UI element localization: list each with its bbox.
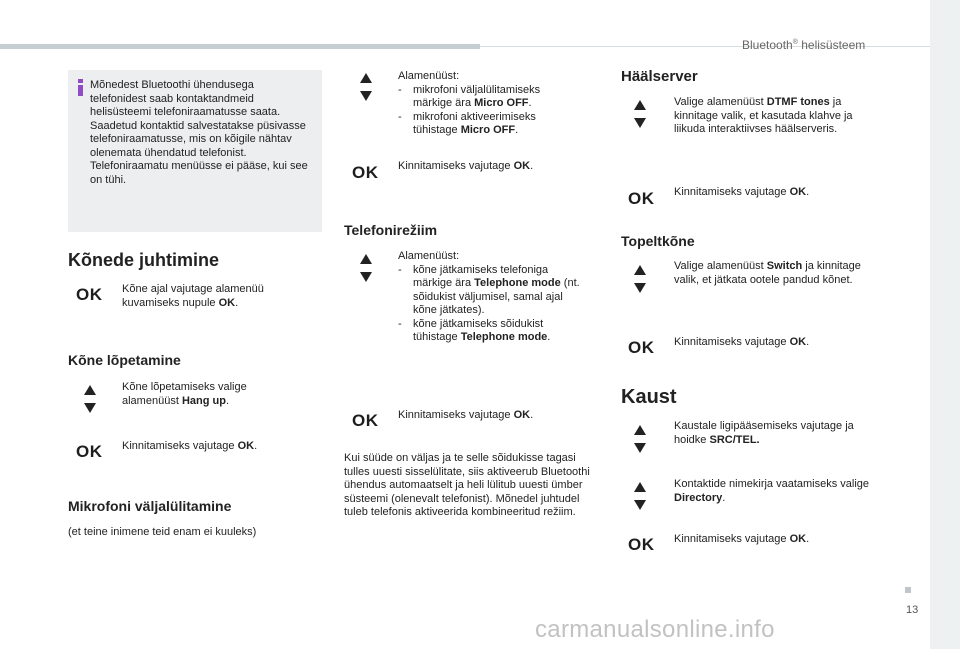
- info-box: [68, 70, 322, 232]
- page-end-marker: [905, 587, 911, 593]
- info-text: Mõnedest Bluetoothi ühendusega telefonidest saab kontaktandmeid helisüsteemi telefoniraamatusse saata. Saadetud kontaktid salvestatakse püsivasse telefoniraamatusse, mis on kõigile nähtav olenemata ühendatud telefonist. Telefoniraamatu menüüsse ei pääse, kui see on tühi.: [90, 79, 308, 186]
- watermark: carmanualsonline.info: [535, 616, 775, 643]
- up-down-arrows-icon: [634, 100, 650, 128]
- haalserver-ok-text: Kinnitamiseks vajutage OK.: [674, 186, 810, 198]
- ok-button-icon: OK: [352, 163, 379, 182]
- ok-button-icon: OK: [628, 535, 655, 554]
- topeltkone-text: Valige alamenüüst Switch ja kinnitage valik, et jätkata ootele pandud kõnet.: [674, 260, 861, 286]
- telefonireziim-ok-text: Kinnitamiseks vajutage OK.: [398, 409, 534, 421]
- telefonireziim-text: Alamenüüst: - kõne jätkamiseks telefoniga märkige ära Telephone mode (nt. sõidukist väljumisel, samal ajal kõne jätkates). - kõne jätkamiseks sõidukist tühistage Telephone mode.: [398, 250, 580, 343]
- heading-kaust: Kaust: [621, 386, 677, 408]
- up-down-arrows-icon: [84, 385, 100, 413]
- heading-topeltkone: Topeltkõne: [621, 233, 695, 249]
- ok-button-icon: OK: [76, 285, 103, 304]
- mikrofoni-text: (et teine inimene teid enam ei kuuleks): [68, 526, 257, 538]
- page-number: 13: [906, 604, 919, 616]
- heading-kone-juhtimine: Kõnede juhtimine: [68, 250, 220, 270]
- reconnect-note: Kui süüde on väljas ja te selle sõidukisse tagasi tulles uuesti sisselülitate, siis aktiveerub Bluetoothi ühendus automaatselt ja heli lülitub uuesti ümber süsteemi (olenevalt telefonist). Mõnedel juhtudel tuleb telefonis aktiveerida kombineeritud režiim.: [344, 452, 590, 518]
- up-down-arrows-icon: [634, 425, 650, 453]
- up-down-arrows-icon: [360, 73, 376, 101]
- kone-lopetamine-text: Kõne lõpetamiseks valige alamenüüst Hang up.: [122, 381, 247, 407]
- info-icon: [76, 79, 85, 96]
- kone-juhtimine-text: Kõne ajal vajutage alamenüü kuvamiseks nupule OK.: [122, 283, 264, 309]
- up-down-arrows-icon: [634, 265, 650, 293]
- ok-button-icon: OK: [628, 338, 655, 357]
- kaust-ok-text: Kinnitamiseks vajutage OK.: [674, 533, 810, 545]
- ok-button-icon: OK: [352, 411, 379, 430]
- topeltkone-ok-text: Kinnitamiseks vajutage OK.: [674, 336, 810, 348]
- alamenuu-micro: Alamenüüst: - mikrofoni väljalülitamiseks märkige ära Micro OFF. - mikrofoni aktiveerimiseks tühistage Micro OFF.: [398, 70, 541, 136]
- heading-mikrofoni: Mikrofoni väljalülitamine: [68, 498, 232, 514]
- page-edge-strip: [930, 0, 960, 649]
- kaust-text: Kaustale ligipääsemiseks vajutage ja hoidke SRC/TEL.: [674, 420, 854, 446]
- up-down-arrows-icon: [634, 482, 650, 510]
- directory-text: Kontaktide nimekirja vaatamiseks valige Directory.: [674, 478, 870, 504]
- haalserver-text: Valige alamenüüst DTMF tones ja kinnitage valik, et kasutada klahve ja liikuda interaktiivses häälserveris.: [674, 96, 853, 135]
- heading-kone-lopetamine: Kõne lõpetamine: [68, 352, 181, 368]
- section-header: Bluetooth® helisüsteem: [742, 38, 866, 52]
- up-down-arrows-icon: [360, 254, 376, 282]
- micro-ok-text: Kinnitamiseks vajutage OK.: [398, 160, 534, 172]
- heading-haalserver: Häälserver: [621, 68, 698, 85]
- header-bar: [0, 44, 480, 49]
- heading-telefonireziim: Telefonirežiim: [344, 222, 438, 238]
- ok-button-icon: OK: [76, 442, 103, 461]
- ok-button-icon: OK: [628, 189, 655, 208]
- kone-lopetamine-ok-text: Kinnitamiseks vajutage OK.: [122, 440, 258, 452]
